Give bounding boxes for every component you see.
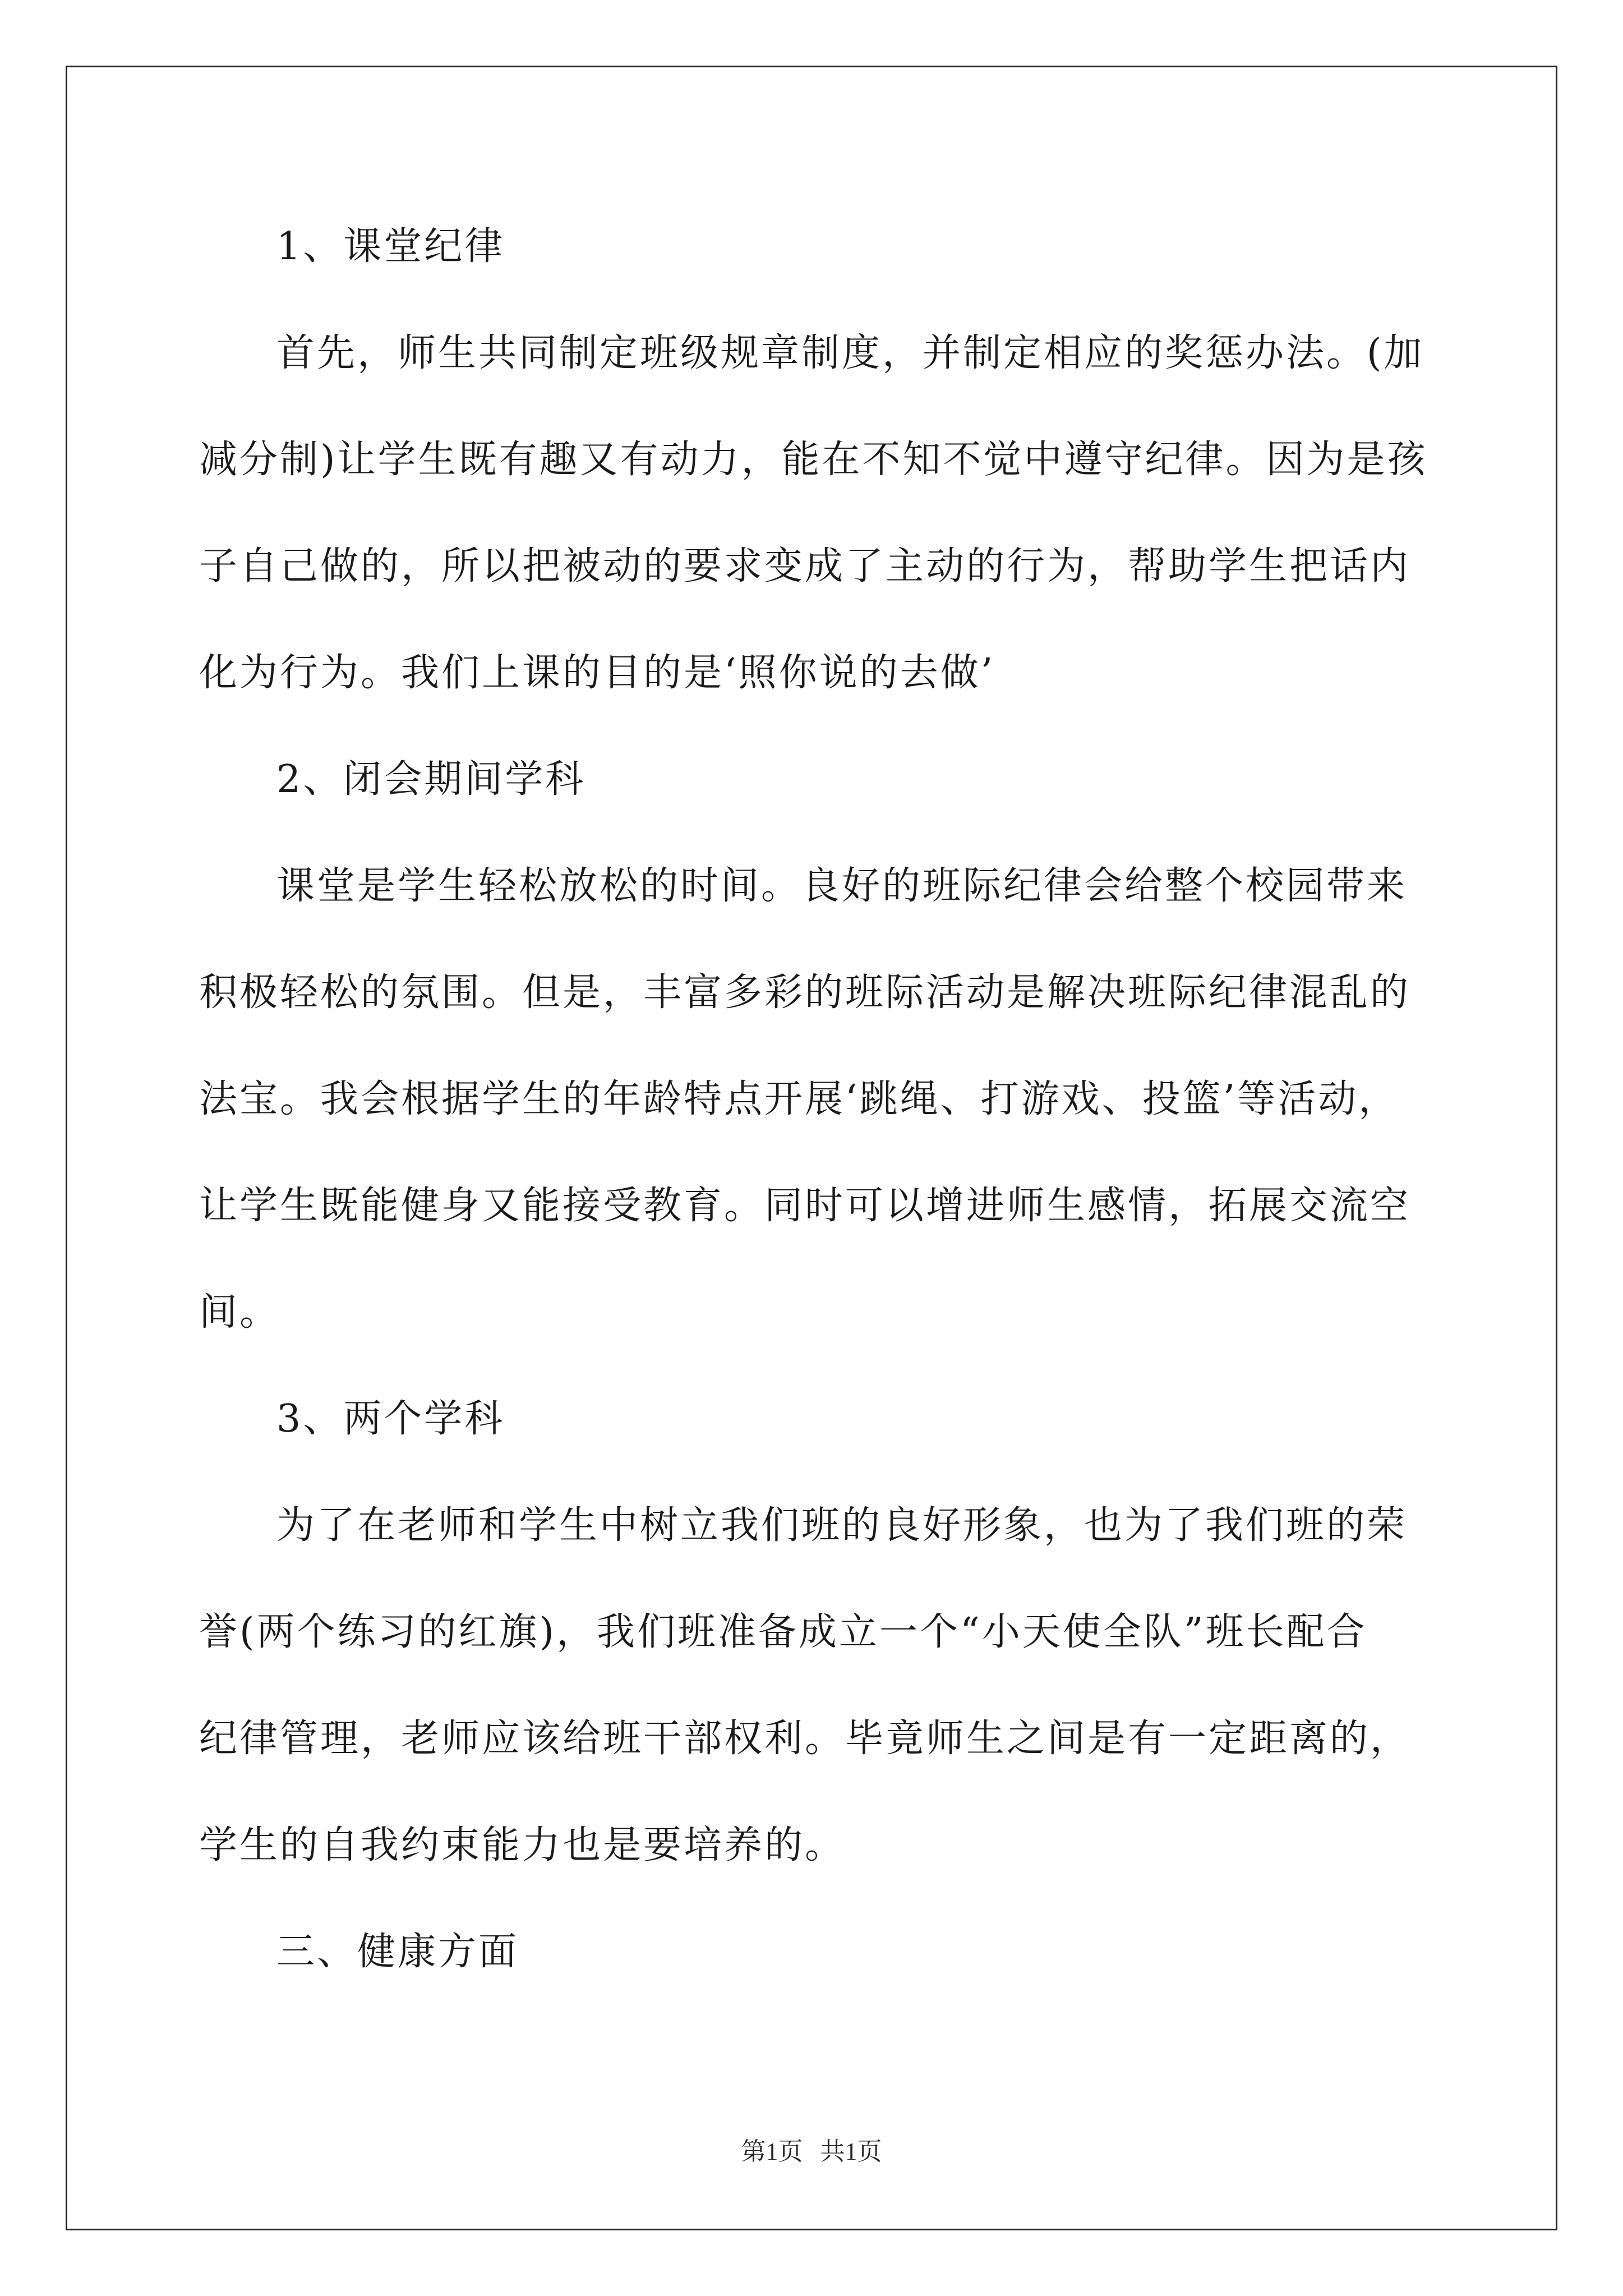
paragraph-line: 首先，师生共同制定班级规章制度，并制定相应的奖惩办法。(加 [276, 331, 1424, 375]
section-heading: 三、健康方面 [276, 1930, 519, 1974]
page-footer [0, 2136, 1623, 2168]
paragraph-line: 纪律管理，老师应该给班干部权利。毕竟师生之间是有一定距离的， [199, 1717, 1411, 1761]
paragraph-line: 让学生既能健身又能接受教育。同时可以增进师生感情，拓展交流空 [199, 1184, 1411, 1228]
paragraph-line: 誉(两个练习的红旗)，我们班准备成立一个“小天使全队”班长配合 [199, 1610, 1367, 1654]
paragraph-line: 法宝。我会根据学生的年龄特点开展‘跳绳、打游戏、投篮’等活动， [199, 1077, 1399, 1121]
page-border [66, 66, 1557, 2230]
paragraph-line: 学生的自我约束能力也是要培养的。 [199, 1823, 846, 1867]
paragraph-line: 间。 [199, 1290, 280, 1335]
paragraph-line: 子自己做的，所以把被动的要求变成了主动的行为，帮助学生把话内 [199, 544, 1411, 588]
page-number: 第1页 [741, 2138, 803, 2165]
paragraph-line: 化为行为。我们上课的目的是‘照你说的去做’ [199, 651, 995, 695]
section-heading: 3、两个学科 [276, 1397, 505, 1441]
paragraph-line: 减分制)让学生既有趣又有动力，能在不知不觉中遵守纪律。因为是孩 [199, 438, 1428, 482]
paragraph-line: 课堂是学生轻松放松的时间。良好的班际纪律会给整个校园带来 [276, 864, 1408, 908]
paragraph-line: 为了在老师和学生中树立我们班的良好形象，也为了我们班的荣 [276, 1503, 1408, 1548]
section-heading: 1、课堂纪律 [276, 224, 505, 269]
page-total: 共1页 [820, 2138, 882, 2165]
paragraph-line: 积极轻松的氛围。但是，丰富多彩的班际活动是解决班际纪律混乱的 [199, 970, 1411, 1015]
section-heading: 2、闭会期间学科 [276, 757, 586, 802]
